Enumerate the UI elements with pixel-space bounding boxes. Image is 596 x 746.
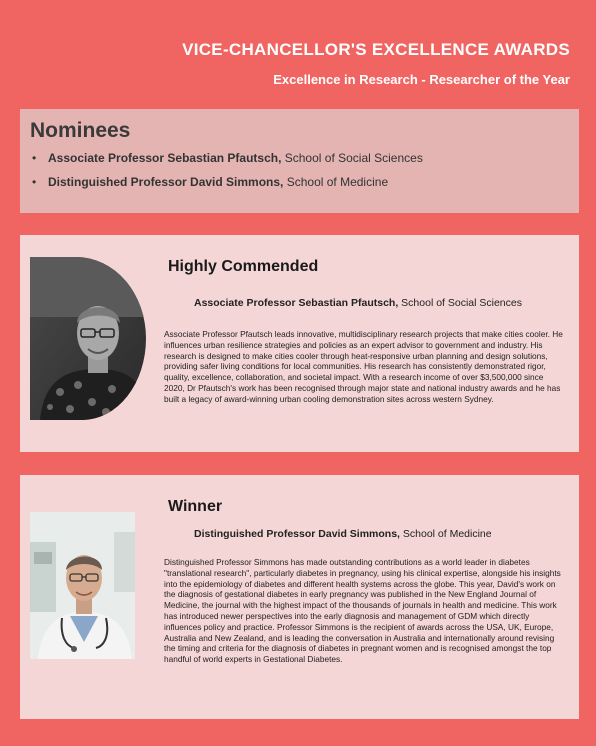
nominee-school: School of Social Sciences [281, 151, 423, 165]
nominees-panel [20, 109, 579, 213]
bullet-icon: • [32, 151, 37, 165]
list-item [32, 151, 569, 165]
nominees-heading: Nominees [30, 119, 131, 142]
winner-heading: Winner [168, 498, 223, 515]
nominees-list [30, 151, 569, 189]
pfautsch-photo [30, 257, 146, 420]
winner-card [20, 475, 579, 719]
list-item [32, 175, 569, 189]
highly-commended-person [194, 297, 522, 309]
page-title: VICE-CHANCELLOR'S EXCELLENCE AWARDS [182, 40, 570, 59]
person-school: School of Medicine [399, 528, 492, 540]
winner-person [194, 528, 492, 540]
nominee-name: Distinguished Professor David Simmons, [48, 175, 284, 189]
nominee-name: Associate Professor Sebastian Pfautsch, [48, 151, 282, 165]
page-subtitle: Excellence in Research - Researcher of the Year [273, 72, 570, 87]
simmons-photo [30, 512, 135, 659]
highly-commended-heading: Highly Commended [168, 258, 319, 275]
highly-commended-card [20, 235, 579, 452]
bullet-icon: • [32, 175, 37, 189]
person-school: School of Social Sciences [398, 297, 522, 309]
nominee-school: School of Medicine [283, 175, 389, 189]
person-name: Distinguished Professor David Simmons, [194, 528, 400, 540]
winner-description: Distinguished Professor Simmons has made outstanding contributions as a world leader in diabetes "translational research", particularly diabetes in pregnancy, using his clinical expertise, alongside his insights into the epidemiology of diabetes and different health systems across the globe. This year, David's work on the diagnosis of gestational diabetes in early pregnancy was published in the New England Journal of Medicine, the journal with the highest impact of the thousands of journals in health and medicine. This work has introduced newer perspectives into the early diagnosis and management of GDM which directly influences policy and practice. Professor Simmons is the recipient of awards across the USA, UK, Europe, Australia and New Zealand, and is leading the conversation in Australia and internationally around revising the timing and criteria for the diagnosis of diabetes in pregnant women and is recognised amongst the top handful of world experts in Gestational Diabetes. [164, 557, 561, 665]
highly-commended-description: Associate Professor Pfautsch leads innovative, multidisciplinary research projects that make cities cooler. He influences urban resilience strategies and policies as an expert advisor to government and industry. His research is designed to make cities cooler through heat-responsive urban planning and design solutions, providing safer living conditions for local communities. His research has consistently demonstrated rigor, quality, excellence, collaboration, and societal impact. With a research income of over $3,500,000 since 2020, Dr Pfautsch's work has been recognised through major state and national industry awards and he has built a legacy of award-winning urban cooling demonstration sites across western Sydney. [164, 329, 563, 404]
person-name: Associate Professor Sebastian Pfautsch, [194, 297, 399, 309]
